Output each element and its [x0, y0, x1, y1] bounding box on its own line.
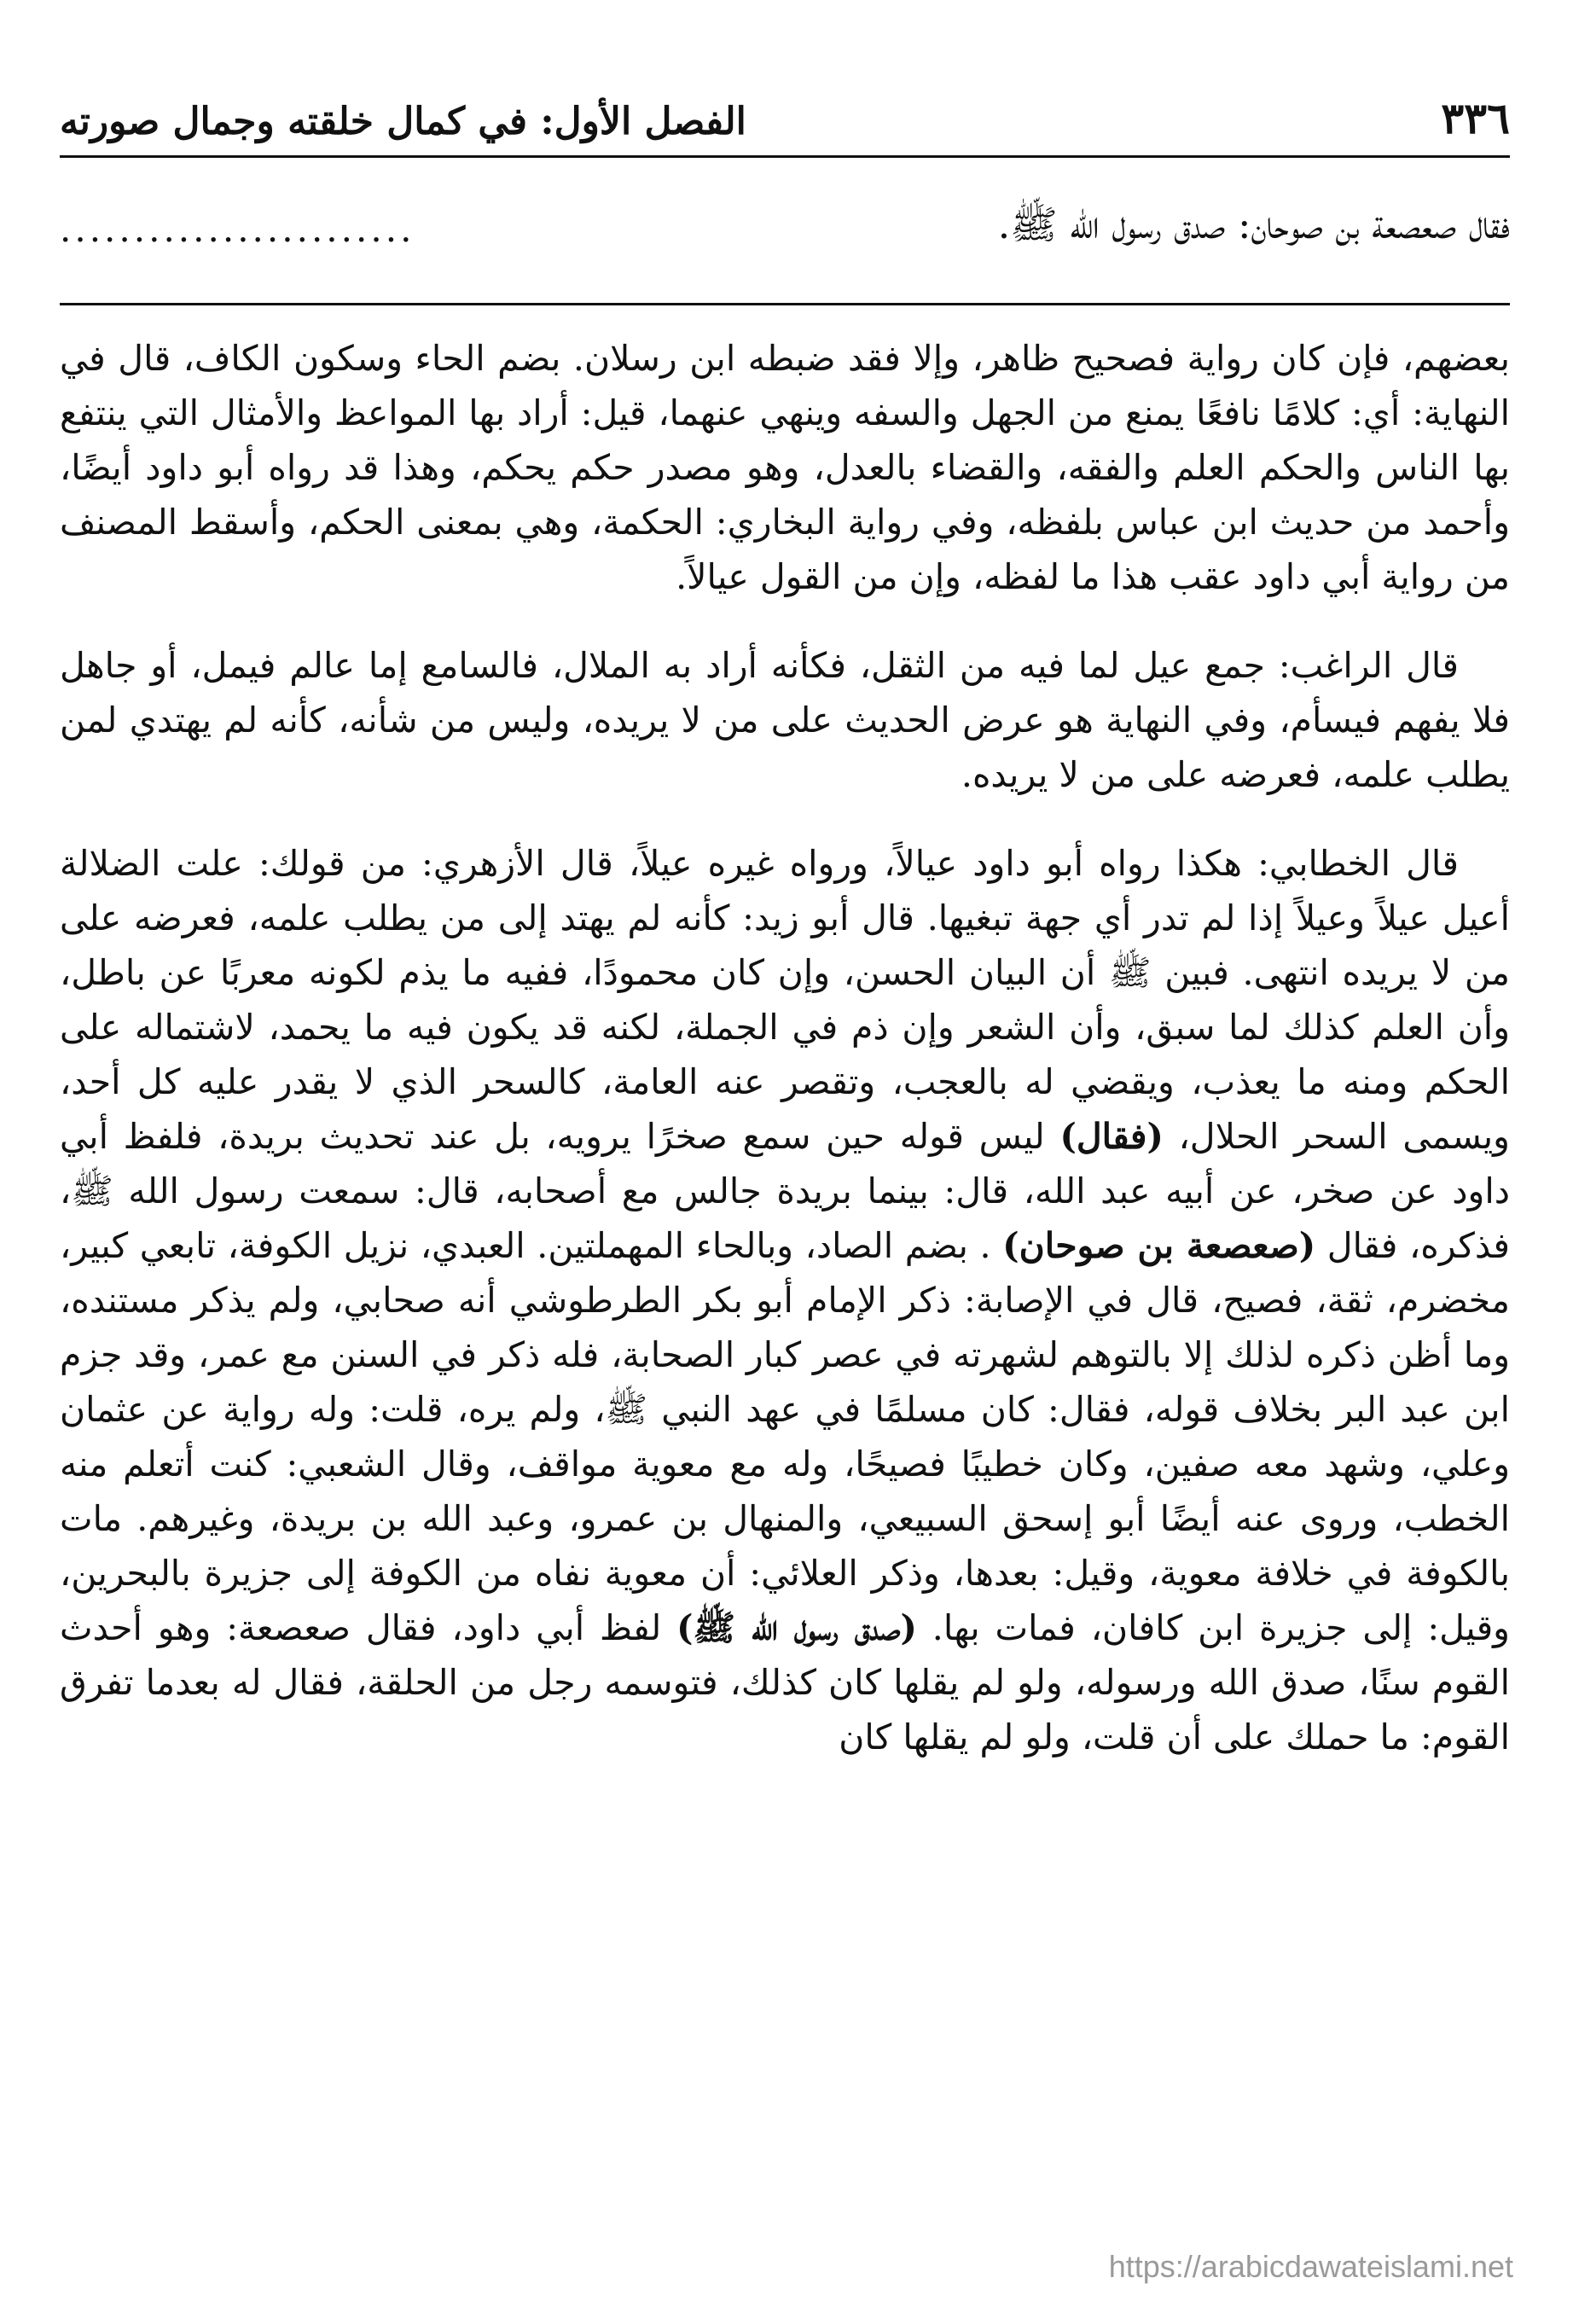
site-watermark: https://arabicdawateislami.net	[1108, 2249, 1513, 2284]
hadith-dots: ........................	[60, 207, 415, 250]
commentary-text: قال الخطابي: هكذا رواه أبو داود عيالاً، ورواه غيره عيلاً، قال الأزهري: من قولك: علت الضلالة أعيل عيلاً وعيلاً إذا لم تدر أي جهة تبغيها. قال أبو زيد: كأنه لم يهتد إلى من يطلب علمه، فعرضه على من لا يريده انتهى. فبين ﷺ أن البيان الحسن، وإن كان محمودًا، ففيه ما يذم لكونه معربًا عن باطل، وأن العلم كذلك لما سبق، وأن الشعر وإن ذم في الجملة، لكنه قد يكون فيه ما يحمد، لاشتماله على الحكم ومنه ما يعذب، ويقضي له بالعجب، وتقصر عنه العامة، كالسحر الذي لا يقدر عليه كل أحد، ويسمى السحر الحلال،	[60, 843, 1510, 1157]
commentary-paragraph-3	[60, 836, 1510, 1764]
hadith-text: فقال صعصعة بن صوحان: صدق رسول الله ﷺ.	[997, 200, 1510, 247]
page-number: ٣٣٦	[1441, 93, 1510, 143]
book-page	[60, 75, 1510, 1798]
quoted-phrase: (صدق رسول الله ﷺ)	[676, 1607, 917, 1648]
matn-separator-rule	[60, 303, 1510, 305]
commentary-body	[60, 331, 1510, 1764]
commentary-paragraph-1: بعضهم، فإن كان رواية فصحيح ظاهر، وإلا فقد ضبطه ابن رسلان. بضم الحاء وسكون الكاف، قال في النهاية: أي: كلامًا نافعًا يمنع من الجهل والسفه وينهي عنهما، قيل: أراد بها المواعظ والأمثال التي ينتفع بها الناس والحكم العلم والفقه، والقضاء بالعدل، وهو مصدر حكم يحكم، وهذا قد رواه أبو داود أيضًا، وأحمد من حديث ابن عباس بلفظه، وفي رواية البخاري: الحكمة، وهي بمعنى الحكم، وأسقط المصنف من رواية أبي داود عقب هذا ما لفظه، وإن من القول عيالاً.	[60, 338, 1510, 597]
quoted-phrase: (صعصعة بن صوحان)	[1002, 1225, 1316, 1266]
commentary-text: ليس قوله حين سمع صخرًا يرويه، بل عند تحديث بريدة، فلفظ أبي داود عن صخر، عن أبيه عبد الله، قال: بينما بريدة جالس مع أصحابه، قال: سمعت رسول الله ﷺ، فذكره، فقال	[60, 1116, 1510, 1266]
quoted-phrase: (فقال)	[1059, 1116, 1164, 1157]
chapter-title: الفصل الأول: في كمال خلقته وجمال صورته	[60, 100, 746, 143]
commentary-text: لفظ أبي داود، فقال صعصعة: وهو أحدث القوم سنًا، صدق الله ورسوله، ولو لم يقلها كان كذلك، فتوسمه رجل من الحلقة، فقال له بعدما تفرق القوم: ما حملك على أن قلت، ولو لم يقلها كان	[60, 1607, 1510, 1758]
running-head	[60, 75, 1510, 143]
commentary-paragraph-2: قال الراغب: جمع عيل لما فيه من الثقل، فكأنه أراد به الملال، فالسامع إما عالم فيمل، أو جاهل فلا يفهم فيسأم، وفي النهاية هو عرض الحديث على من لا يريده، وليس من شأنه، كأنه لم يهتدي لمن يطلب علمه، فعرضه على من لا يريده.	[60, 645, 1510, 795]
commentary-text: . بضم الصاد، وبالحاء المهملتين. العبدي، نزيل الكوفة، تابعي كبير، مخضرم، ثقة، فصيح، قال في الإصابة: ذكر الإمام أبو بكر الطرطوشي أنه صحابي، ولم يذكر مستنده، وما أظن ذكره لذلك إلا بالتوهم لشهرته في عصر كبار الصحابة، فله ذكر في السنن مع عمر، وقد جزم ابن عبد البر بخلاف قوله، فقال: كان مسلمًا في عهد النبي ﷺ، ولم يره، قلت: وله رواية عن عثمان وعلي، وشهد معه صفين، وكان خطيبًا فصيحًا، وله مع معوية مواقف، وقال الشعبي: كنت أتعلم منه الخطب، وروى عنه أيضًا أبو إسحق السبيعي، والمنهال بن عمرو، وعبد الله بن بريدة، وغيرهم. مات بالكوفة في خلافة معوية، وقيل: بعدها، وذكر العلائي: أن معوية نفاه من الكوفة إلى جزيرة بالبحرين، وقيل: إلى جزيرة ابن كافان، فمات بها.	[60, 1225, 1510, 1648]
hadith-matn	[60, 158, 1510, 276]
